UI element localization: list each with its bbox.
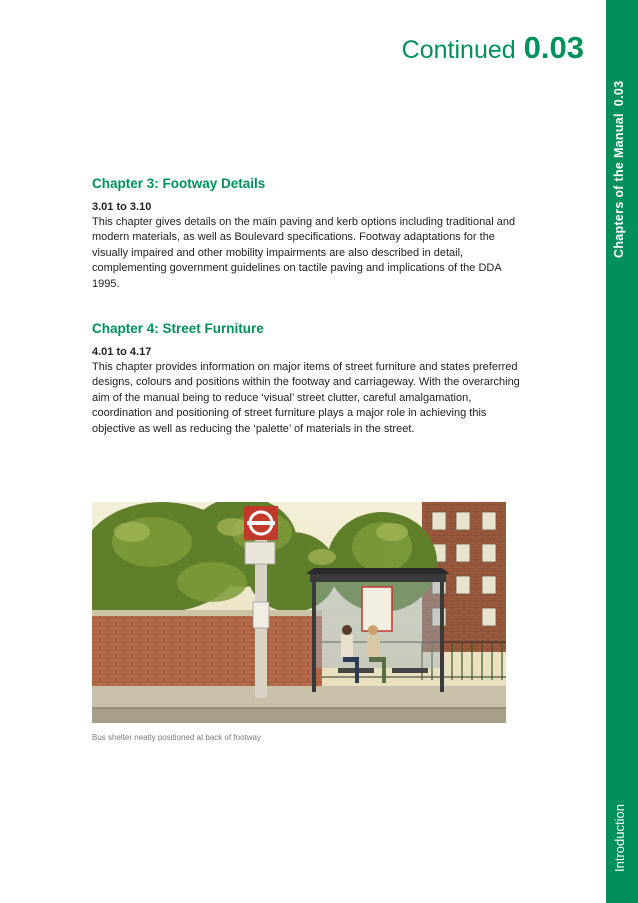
section-number: 0.03 bbox=[523, 30, 584, 65]
chapter-3-range: 3.01 to 3.10 bbox=[92, 201, 152, 213]
chapter-4-range: 4.01 to 4.17 bbox=[92, 346, 152, 358]
side-tab-section-label bbox=[612, 81, 626, 258]
page-header bbox=[402, 30, 584, 66]
side-tab-part-label: Introduction bbox=[612, 804, 627, 872]
figure-caption: Bus shelter neatly positioned at back of footway bbox=[92, 733, 261, 742]
chapter-4-heading: Chapter 4: Street Furniture bbox=[92, 321, 264, 336]
chapter-3-section bbox=[92, 176, 524, 292]
continued-label: Continued bbox=[401, 36, 516, 64]
chapter-4-body: This chapter provides information on major items of street furniture and states preferred designs, colours and positions within the footway and carriageway. With the overarching aim of the manual being to reduce ‘visual’ street clutter, careful amalgamation, coordination and positioning of street furniture plays a major role in achieving this objective as well as reducing the ‘palette’ of materials in the street. bbox=[92, 361, 520, 435]
chapter-3-body: This chapter gives details on the main paving and kerb options including traditional and modern materials, as well as Boulevard specifications. Footway adaptations for the visually impaired and other mobility impairments are also described in detail, complementing government guidelines on tactile paving and implications of the DDA 1995. bbox=[92, 216, 516, 290]
side-tab-section-code: 0.03 bbox=[612, 80, 626, 107]
bus-shelter-photo bbox=[92, 502, 506, 723]
side-tab-section-title: Chapters of the Manual bbox=[612, 113, 626, 258]
chapter-3-heading: Chapter 3: Footway Details bbox=[92, 176, 266, 191]
chapter-4-section bbox=[92, 321, 524, 437]
